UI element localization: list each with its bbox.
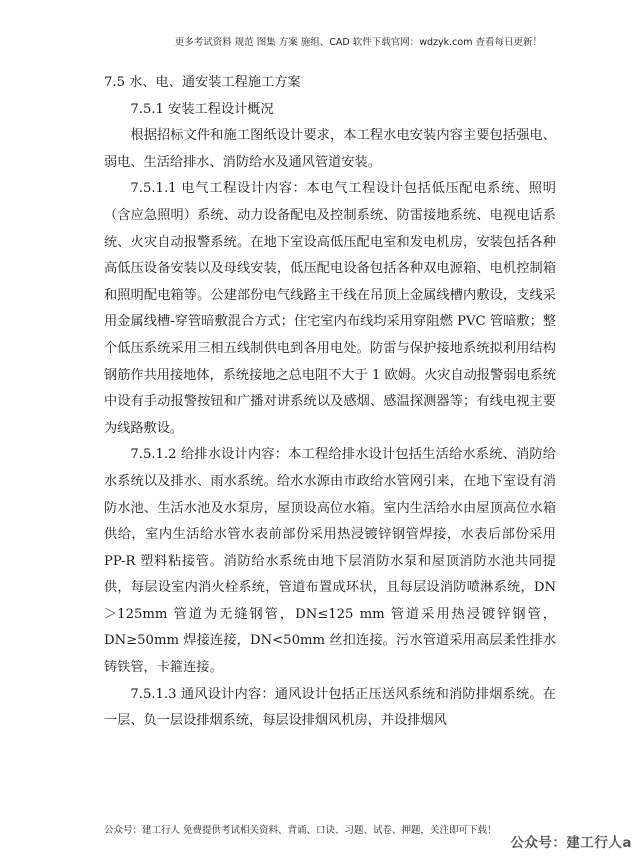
subsection-title: 7.5.1 安装工程设计概况	[130, 101, 274, 117]
ventilation-paragraph: 7.5.1.3 通风设计内容：通风设计包括正压送风系统和消防排烟系统。在一层、负一层设排烟系统，每层设排烟风机房，并设排烟风	[104, 686, 556, 729]
electrical-paragraph: 7.5.1.1 电气工程设计内容：本电气工程设计包括低压配电系统、照明（含应急照明）系统、动力设备配电及控制系统、防雷接地系统、电视电话系统、火灾自动报警系统。在地下室设高低压配电室和发电机房，安装包括各种高低压设备安装以及母线安装，低压配电设备包括各种双电源箱、电机控制箱和照明配电箱等。公建部份电气线路主干线在吊顶上金属线槽内敷设，支线采用金属线槽-穿管暗敷混合方式；住宅室内布线均采用穿阻燃 PVC 管暗敷；整个低压系统采用三相五线制供电到各用电处。防雷与保护接地系统拟利用结构钢筋作共用接地体，系统接地之总电阻不大于 1 欧姆。火灾自动报警弱电系统中设有手动报警按钮和广播对讲系统以及感烟、感温探测器等；有线电视主要为线路敷设。	[104, 181, 556, 436]
document-body	[104, 70, 556, 735]
watermark: 公众号：建工行人a	[510, 835, 632, 851]
plumbing-paragraph: 7.5.1.2 给排水设计内容：本工程给排水设计包括生活给水系统、消防给水系统以及排水、雨水系统。给水水源由市政给水管网引来，在地下室设有消防水池、生活水池及水泵房，屋顶设高位水箱。室内生活给水由屋顶高位水箱供给，室内生活给水管水表前部份采用热浸镀锌钢管焊接，水表后部份采用 PP-R 塑料粘接管。消防给水系统由地下层消防水泵和屋顶消防水池共同提供，每层设室内消火栓系统，管道布置成环状，且每层设消防喷淋系统，DN＞125mm 管道为无缝钢管，DN≤125 mm 管道采用热浸镀锌钢管，DN≥50mm 焊接连接，DN<50mm 丝扣连接。污水管道采用高层柔性排水铸铁管，卡箍连接。	[104, 447, 556, 676]
header-note: 更多考试资料 规范 图集 方案 施组、CAD 软件下载官网：wdzyk.com 查看每日更新！	[174, 37, 542, 48]
footer-note: 公众号：建工行人 免费提供考试相关资料、背诵、口诀、习题、试卷、押题，关注即可下载！	[104, 825, 497, 836]
section-title: 7.5 水、电、通安装工程施工方案	[104, 75, 301, 90]
intro-paragraph: 根据招标文件和施工图纸设计要求，本工程水电安装内容主要包括强电、弱电、生活给排水、消防给水及通风管道安装。	[104, 128, 556, 170]
